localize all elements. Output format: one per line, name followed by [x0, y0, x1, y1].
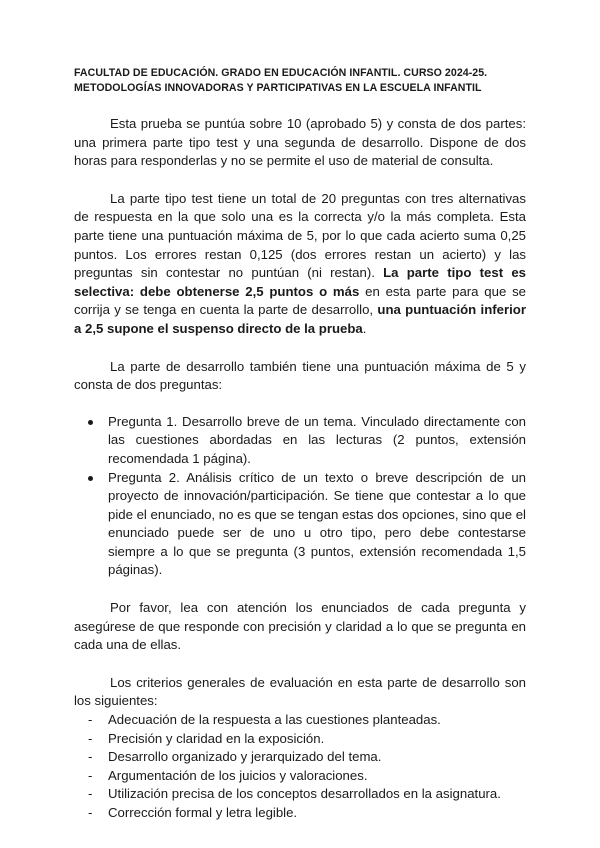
dash-icon: - [88, 712, 93, 728]
criteria-text: Corrección formal y letra legible. [108, 805, 298, 820]
dash-icon: - [88, 749, 93, 765]
criteria-text: Argumentación de los juicios y valoraciones. [108, 767, 368, 783]
dash-icon: - [88, 786, 93, 802]
reminder-paragraph: Por favor, lea con atención los enunciados de cada pregunta y asegúrese de que responde con precisión y claridad a lo que se pregunta en cada una de ellas. [74, 600, 526, 653]
question-item [74, 469, 526, 581]
criteria-item [74, 767, 526, 786]
criteria-item [74, 711, 526, 730]
criteria-intro-paragraph: Los criterios generales de evaluación en esta parte de desarrollo son los siguientes: [74, 674, 526, 709]
document-header [74, 66, 526, 96]
dash-icon: - [88, 767, 93, 783]
test-part-bold-b: una puntuación inferior a 2,5 supone el suspenso directo de la prueba [74, 302, 526, 336]
intro-paragraph: Esta prueba se puntúa sobre 10 (aprobado 5) y consta de dos partes: una primera parte tipo test y una segunda de desarrollo. Dispone de dos horas para responderlas y no se permite el uso de material de consulta. [74, 116, 526, 169]
criteria-item [74, 804, 526, 823]
test-part-text-a: La parte tipo test tiene un total de 20 preguntas con tres alternativas de respuesta en la que solo una es la correcta y/o la más completa. Esta parte tiene una puntuación máxima de 5, por lo que cada acierto suma 0,25 puntos. Los errores restan 0,125 (dos errores restan un acierto) y las preguntas sin contestar no puntúan (ni restan). [74, 190, 526, 281]
criteria-list [74, 711, 526, 823]
test-part-text-b: en esta parte para que se corrija y se tenga en cuenta la parte de desarrollo, [74, 283, 527, 318]
criteria-item [74, 730, 526, 749]
development-intro-paragraph: La parte de desarrollo también tiene una puntuación máxima de 5 y consta de dos preguntas: [74, 358, 526, 393]
question-text: Pregunta 2. Análisis crítico de un texto o breve descripción de un proyecto de innovación/participación. Se tiene que contestar a lo que pide el enunciado, no es que se tengan estas dos opciones, sino que el enunciado puede ser de uno u otro tipo, pero debe contestarse siempre a lo que se pregunta (3 puntos, extensión recomendada 1,5 páginas). [108, 469, 526, 578]
test-part-text-c: . [362, 320, 367, 336]
test-part-paragraph [74, 190, 526, 339]
dash-icon: - [88, 730, 93, 746]
questions-list [74, 413, 526, 580]
question-text: Pregunta 1. Desarrollo breve de un tema. Vinculado directamente con las cuestiones abordadas en las lecturas (2 puntos, extensión recomendada 1 página). [108, 413, 526, 466]
bullet-icon [88, 420, 93, 425]
question-item [74, 413, 526, 469]
criteria-item [74, 748, 526, 767]
criteria-item [74, 785, 526, 804]
header-line-2: METODOLOGÍAS INNOVADORAS Y PARTICIPATIVAS EN LA ESCUELA INFANTIL [74, 82, 482, 94]
criteria-text: Utilización precisa de los conceptos desarrollados en la asignatura. [108, 786, 501, 802]
document-page [74, 66, 526, 823]
criteria-text: Adecuación de la respuesta a las cuestiones planteadas. [108, 712, 441, 728]
bullet-icon [88, 476, 93, 481]
header-line-1: FACULTAD DE EDUCACIÓN. GRADO EN EDUCACIÓN INFANTIL. CURSO 2024-25. [74, 67, 488, 79]
criteria-text: Desarrollo organizado y jerarquizado del tema. [108, 749, 382, 765]
dash-icon: - [88, 805, 93, 820]
criteria-text: Precisión y claridad en la exposición. [108, 730, 325, 746]
test-part-bold-a: La parte tipo test es selectiva: debe obtenerse 2,5 puntos o más [74, 265, 526, 299]
